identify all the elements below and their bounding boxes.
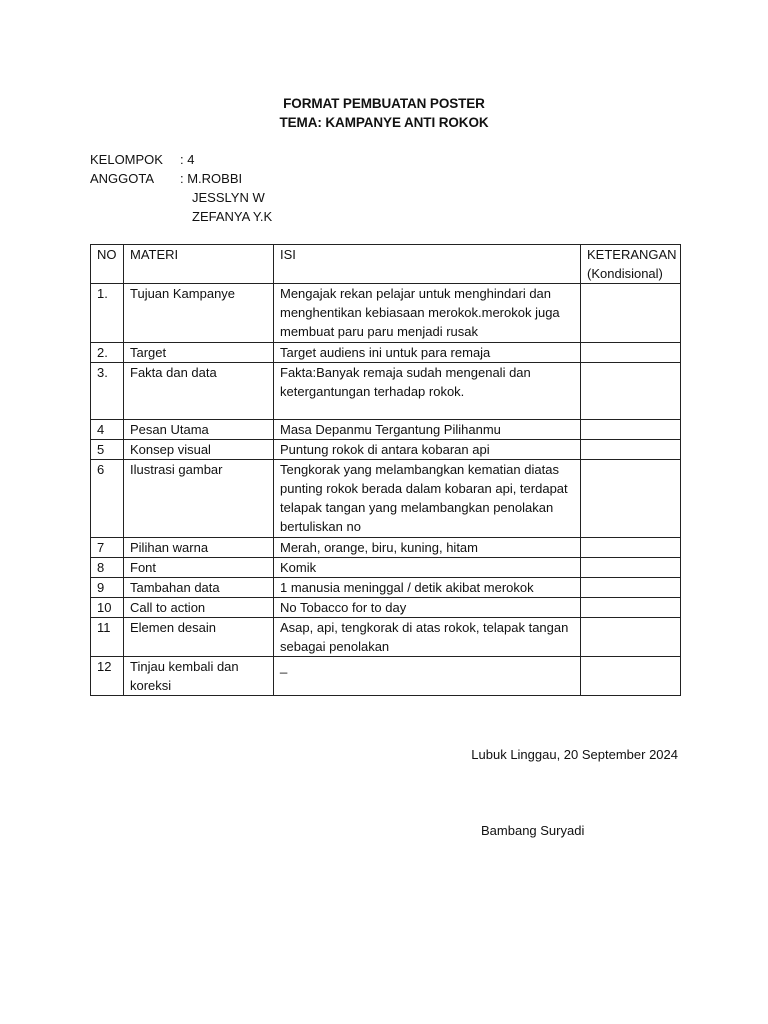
row-no: 4: [91, 420, 124, 440]
row-materi: Pesan Utama: [124, 420, 274, 440]
row-keterangan: [581, 460, 681, 538]
header-keterangan: KETERANGAN (Kondisional): [581, 245, 681, 284]
row-keterangan: [581, 578, 681, 598]
row-keterangan: [581, 618, 681, 657]
document-title-line-2: TEMA: KAMPANYE ANTI ROKOK: [279, 115, 489, 130]
row-keterangan: [581, 284, 681, 343]
row-materi: Konsep visual: [124, 440, 274, 460]
table-row: [91, 558, 681, 578]
row-keterangan: [581, 538, 681, 558]
row-isi: Merah, orange, biru, kuning, hitam: [274, 538, 581, 558]
row-isi: Asap, api, tengkorak di atas rokok, telapak tangan sebagai penolakan: [274, 618, 581, 657]
signer-name: Bambang Suryadi: [481, 823, 585, 838]
row-keterangan: [581, 440, 681, 460]
row-isi: Komik: [274, 558, 581, 578]
table-row: [91, 440, 681, 460]
table-row: [91, 460, 681, 538]
table-row: [91, 578, 681, 598]
document-title-line-1: FORMAT PEMBUATAN POSTER: [283, 96, 485, 111]
row-isi: Masa Depanmu Tergantung Pilihanmu: [274, 420, 581, 440]
table-header-row: [91, 245, 681, 284]
row-isi: Target audiens ini untuk para remaja: [274, 343, 581, 363]
table-row: [91, 598, 681, 618]
row-materi: Call to action: [124, 598, 274, 618]
kelompok-value: : 4: [180, 152, 195, 167]
row-materi: Tinjau kembali dan koreksi: [124, 657, 274, 696]
row-materi: Target: [124, 343, 274, 363]
table-row: [91, 363, 681, 420]
anggota-member-1: : M.ROBBI: [180, 171, 243, 186]
table-row: [91, 420, 681, 440]
anggota-label: ANGGOTA: [90, 171, 155, 186]
table-row: [91, 284, 681, 343]
row-materi: Font: [124, 558, 274, 578]
row-isi: 1 manusia meninggal / detik akibat merokok: [274, 578, 581, 598]
row-materi: Pilihan warna: [124, 538, 274, 558]
place-and-date: Lubuk Linggau, 20 September 2024: [471, 747, 678, 762]
poster-format-table: [90, 244, 681, 696]
row-no: 5: [91, 440, 124, 460]
row-materi: Elemen desain: [124, 618, 274, 657]
row-no: 9: [91, 578, 124, 598]
row-no: 6: [91, 460, 124, 538]
table-row: [91, 343, 681, 363]
anggota-member-2: JESSLYN W: [192, 190, 265, 205]
row-no: 1.: [91, 284, 124, 343]
table-row: [91, 618, 681, 657]
row-no: 2.: [91, 343, 124, 363]
row-keterangan: [581, 558, 681, 578]
kelompok-label: KELOMPOK: [90, 152, 163, 167]
row-materi: Ilustrasi gambar: [124, 460, 274, 538]
row-isi: Tengkorak yang melambangkan kematian diatas punting rokok berada dalam kobaran api, terdapat telapak tangan yang melambangkan penolakan bertuliskan no: [274, 460, 581, 538]
row-isi: No Tobacco for to day: [274, 598, 581, 618]
table-row: [91, 538, 681, 558]
header-no: NO: [91, 245, 124, 284]
row-no: 12: [91, 657, 124, 696]
row-materi: Fakta dan data: [124, 363, 274, 420]
row-no: 11: [91, 618, 124, 657]
row-isi: _: [274, 657, 581, 696]
row-isi: Mengajak rekan pelajar untuk menghindari dan menghentikan kebiasaan merokok.merokok juga membuat paru paru menjadi rusak: [274, 284, 581, 343]
row-keterangan: [581, 420, 681, 440]
row-isi: Fakta:Banyak remaja sudah mengenali dan ketergantungan terhadap rokok.: [274, 363, 581, 420]
row-keterangan: [581, 363, 681, 420]
row-no: 3.: [91, 363, 124, 420]
table-row: [91, 657, 681, 696]
row-materi: Tujuan Kampanye: [124, 284, 274, 343]
header-isi: ISI: [274, 245, 581, 284]
header-materi: MATERI: [124, 245, 274, 284]
anggota-member-3: ZEFANYA Y.K: [192, 209, 273, 224]
row-keterangan: [581, 598, 681, 618]
row-no: 8: [91, 558, 124, 578]
row-no: 7: [91, 538, 124, 558]
row-keterangan: [581, 657, 681, 696]
row-materi: Tambahan data: [124, 578, 274, 598]
row-no: 10: [91, 598, 124, 618]
row-isi: Puntung rokok di antara kobaran api: [274, 440, 581, 460]
row-keterangan: [581, 343, 681, 363]
